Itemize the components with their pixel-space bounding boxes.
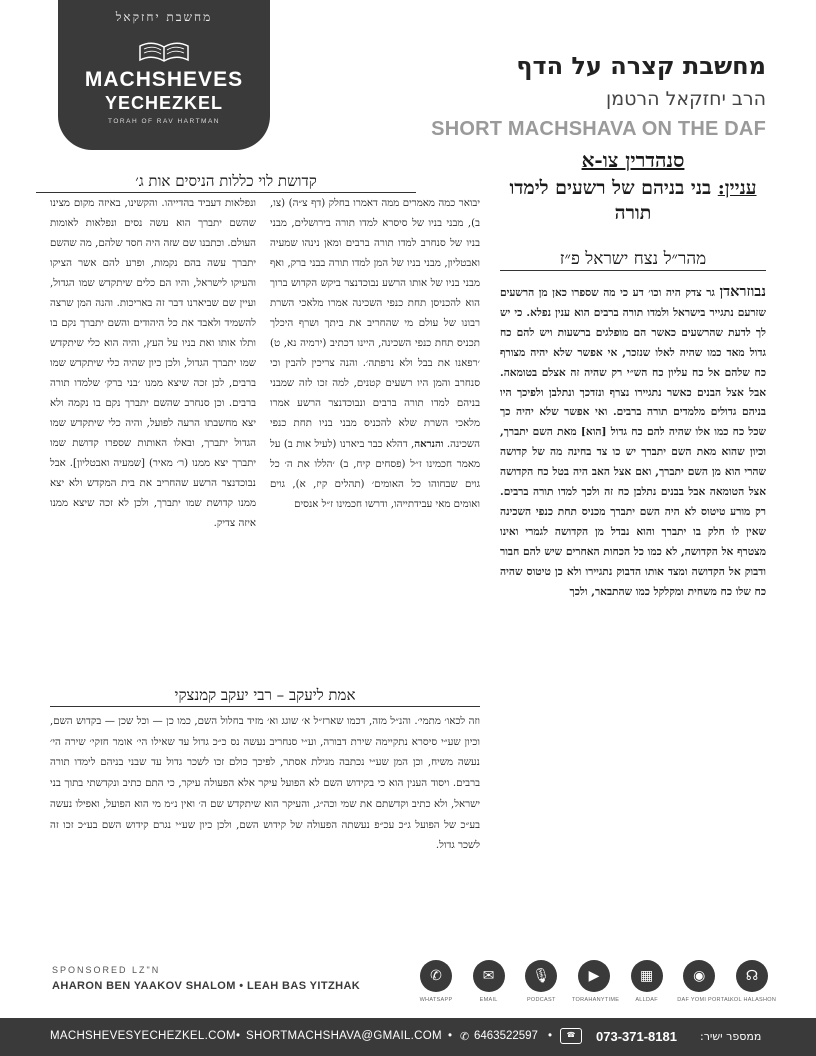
sponsor-names [52, 980, 360, 992]
author-hebrew: הרב יחזקאל הרטמן [606, 88, 766, 110]
source-heading-kedushas-levi: קדושת לוי כללות הניסים אות ג׳ [36, 170, 416, 193]
whatsapp-link[interactable] [414, 960, 458, 1008]
kol-halashon-label: KOL HALASHON [729, 997, 777, 1003]
footer-separator: • [448, 1030, 453, 1042]
footer-separator: • [236, 1030, 241, 1042]
kedushas-levi-body-2: , דהלא כבר ביארנו (לעיל אות ב) על מאמר חכמינו ז״ל (פסחים קיח, ב) ׳הללו את ה׳ כל גוים שבחוהו כל האומים׳ (תהלים קיז, א), גוים ואומים מאי עבידתייהו, ודרשו חכמינו ז״ל אנסים [270, 439, 480, 510]
alldaf-icon: ▦ [631, 960, 663, 992]
kedushas-levi-lead: והנראה [414, 438, 444, 450]
hotline-logo-icon: ☎ [560, 1028, 582, 1044]
podcast-label: PODCAST [526, 997, 556, 1003]
phone-number[interactable]: 6463522597 [474, 1030, 538, 1042]
whatsapp-icon: ✆ [420, 960, 452, 992]
open-book-icon [138, 38, 190, 64]
kol-halashon-link[interactable] [729, 960, 777, 1008]
footer-separator: • [548, 1030, 553, 1042]
alldaf-link[interactable] [625, 960, 669, 1008]
kedushas-levi-column-2 [50, 194, 256, 662]
kedushas-levi-body-1: יבואר כמה מאמרים ממה דאמרו בחלק (דף צ״ה) (צו, ב), מבני בניו של סיסרא למדו תורה בירושלים, מבני בניו של סנחרב למדו תורה ברבים ומאן נינהו שמעיה ואבטליון, מבני בניו של המן למדו תורה בבני ברק, ואף מבני בניו של אותו הרשע נבוכדנצר ביקש הקדוש ברוך הוא להכניסן תחת כנפי השכינה אמרו מלאכי השרת רבונו של עולם מי שהחריב את ביתך ושרף היכלך תכניס תחת כנפי השכינה, היינו דכתיב (ירמיה נא, ט) ׳רפאנו את בבל ולא נרפתה׳. והנה צריכין להבין וכי סנחרב והמן היו רשעים קטנים, למה זכו לזה שמבני בניהם למדו תורה ברבים ונבוכדנצר הרשע אמרו מלאכי השרת שלא להכניס מבני בניו תחת כנפי השכינה. [270, 198, 480, 450]
email-link-footer[interactable]: SHORTMACHSHAVA@GMAIL.COM [246, 1030, 442, 1042]
podcast-link[interactable] [519, 960, 563, 1008]
maharal-text [500, 282, 766, 700]
kedushas-levi-column-1 [270, 194, 480, 662]
email-icon: ✉ [473, 960, 505, 992]
hotline-number[interactable]: 073-371-8181 [596, 1029, 677, 1044]
website-link[interactable]: MACHSHEVESYECHEZKEL.COM [50, 1030, 236, 1042]
torahanytime-icon: ▶ [578, 960, 610, 992]
microphone-icon: 🎙 [525, 960, 557, 992]
daf-yomi-portal-link[interactable] [677, 960, 732, 1008]
logo-line1: MACHSHEVES [84, 68, 244, 91]
maharal-body: גר צדק היה וכו׳ דע כי מה שספרו כאן מן הרשעים שזרעם נתגייר בישראל ולמדו תורה ברבים הוא ענין נפלא. כי יש לך לדעת שהרשעים כאשר הם מופלגים ברשעות ויש להם כח גדול מאד כמו שהיה לאלו שנזכר, אי אפשר שלא יהיה מצורף כח שלהם אל כח עליון כח הש״י רק שהיה זה אצלם בטומאה. אבל אצל הבנים כאשר נתגיירו נצרף ונזדכך ונתלבן ולפיכך היו בניהם גדולים מלמדים תורה ברבים. ואי אפשר שלא יהיה כך שכל כח כמו אלו שהיה להם כח גדול [הוא] מאת השם יתברך, וכיון שהוא מאת השם יתברך יש כו צד בחינה מה של קדושה שהרי הוא מן השם יתברך, ואם אצל האב היה בטל כח הקדושה אצל הטומאה אבל בבנים נתלבן כח זה ולכך למדו תורה ברבים. רק מורע טיטוס לא היה השם יתברך מכניס תחת כנפי השכינה שאין לו חלק בו יתברך והוא נבדל מן הקדושה לגמרי ואינו מצטרף אל הקדושה, לא כמו כל הכחות האחרים שיש להם חבור ודבוק אל הקדושה ומצד אותו הדבוק נתגיירו ולא כן טיטוס שהיה כח שלו כח משחית ומקלקל כמו שהתבאר, ולכך [500, 287, 766, 598]
kedushas-levi-body-3: ונפלאות דעביד בהדייהו. והקשינו, באיזה מקום מצינו שהשם יתברך הוא עשה נסים ונפלאות לאומות העולם. וכתבנו שם שזה היה חסד שלהם, מה שהשם יתברך עשה בהם נקמות, ופרע להם אשר הציקו והעיקו לישראל, והיו הם כלים שיתקדש שמו הגדול, ועיין שם שביארנו דבר זה באריכות. והנה המן שרצה להשמיד ולאבד את כל היהודים והשם יתברך נקם בו ותלו אותו ואת בניו על העץ, והיה הוא כלי שיתקדש שמו יתברך הגדול, ולכן כיון שהיה כלי שיתקדש שמו ברבים, לכן זכה שיצא ממנו ׳בני ברק׳ שלמדו תורה ברבים. וכן סנחרב שהשם יתברך נקם בו נקמה ולא יצא מחשבתו הרעה לפועל, והיה כלי שיתקדש שמו הגדול יתברך, ובאלו האותות שספרו קדושת שמו יתברך יצא ממנו (ר׳ מאיר) [שמעיה ואבטליון]. אבל נבוכדנצר הרשע שהחריב את בית המקדש ולא יצא ממנו קדושת שמו יתברך, ולכן לא זכה שיצא ממנו איזה צדיק. [50, 198, 256, 529]
page-title-hebrew: מחשבת קצרה על הדף [516, 52, 766, 80]
topic-heading [500, 176, 766, 226]
platform-links [414, 960, 777, 1008]
logo-line2: YECHEZKEL [104, 93, 223, 113]
logo [58, 0, 270, 150]
source-heading-maharal: מהר״ל נצח ישראל פ״ז [500, 248, 766, 271]
hotline-label: ממספר ישיר: [700, 1030, 762, 1043]
emes-leyaakov-text: וזה לכאו׳ מתמי׳. והנ״ל מזה, דכמו שארז״ל א׳ שוגג וא׳ מזיד בחלול השם, כמו כן — וכל שכן — בקדוש השם, וכיון שע״י סיסרא נתקיימה שירת דבורה, וע״י סנחריב נעשה נס כ״כ גדול עד שאילו הי׳ אומר חזקי׳ שירה הי׳ נעשה משיח, וכן המן שע״י נכתבה מגילת אסתר, לפיכך כולם זכו לשכר גדול עד שבני בניהם לימדו תורה ברבים. ויסוד הענין הוא כי בקידוש השם לא הפועל עיקר אלא הפעולה עיקר, כי התם כתיב ונקדשתי בתוך בני ישראל, ולא כתיב וקדשתם את שמי וכה״ג, והעיקר הוא שיתקדש שם ה׳ ואין נ״מ מי הוא הפועל, ואפילו נעשה בע״כ של הפועל ג״כ עכ״פ נעשתה הפעולה של קידוש השם, ולכן כיון שע״י נגרם קידוש השם בע״כ זכו זה לשכר גדול. [50, 716, 480, 852]
topic-label: עניין: [717, 177, 757, 199]
logo-hebrew: מחשבת יחזקאל [115, 10, 213, 24]
kol-halashon-icon: ☊ [736, 960, 768, 992]
daf-yomi-portal-icon: ◉ [683, 960, 715, 992]
sponsor-name-1: AHARON BEN YAAKOV SHALOM [52, 980, 236, 992]
footer-bar [0, 1018, 816, 1056]
torahanytime-link[interactable] [571, 960, 620, 1008]
email-link[interactable] [467, 960, 511, 1008]
sponsor-separator: • [239, 980, 244, 992]
sponsor-name-2: LEAH BAS YITZHAK [247, 980, 361, 992]
topic-text: בני בניהם של רשעים לימדו תורה [509, 177, 718, 224]
email-label: EMAIL [479, 997, 498, 1003]
torahanytime-label: TORAHANYTIME [571, 997, 620, 1003]
lead-word: נבוזראדן [719, 283, 766, 300]
daf-reference: סנהדרין צו-א [581, 148, 685, 172]
logo-tagline: TORAH OF RAV HARTMAN [108, 118, 220, 125]
whatsapp-phone-icon: ✆ [460, 1030, 470, 1043]
alldaf-label: ALLDAF [635, 997, 658, 1003]
whatsapp-label: WHATSAPP [419, 997, 453, 1003]
source-heading-emes-leyaakov: אמת ליעקב – רבי יעקב קמנצקי [50, 684, 480, 707]
daf-yomi-portal-label: DAF YOMI PORTAL [677, 997, 732, 1003]
page-title-english: SHORT MACHSHAVA ON THE DAF [431, 118, 766, 140]
sponsor-label: SPONSORED LZ"N [52, 965, 161, 975]
